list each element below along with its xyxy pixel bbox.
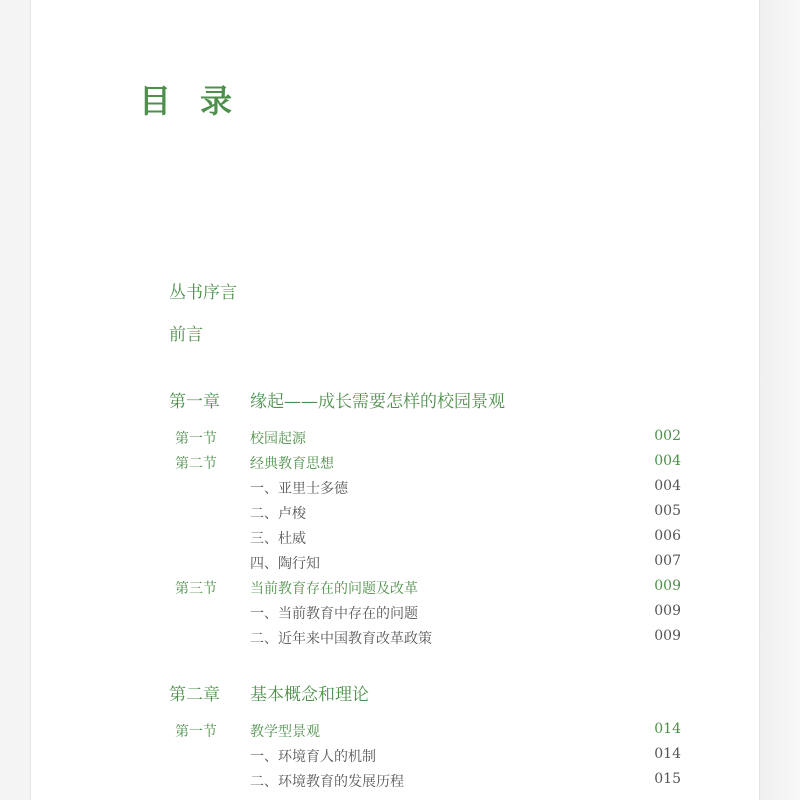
- section-label: 第一节: [175, 724, 217, 740]
- page-number: 009: [654, 603, 681, 619]
- page-number: 014: [654, 746, 681, 762]
- toc-entry-section[interactable]: [31, 578, 759, 598]
- toc-entry-section[interactable]: [31, 721, 759, 741]
- page-number: 005: [654, 503, 681, 519]
- section-label: 第二节: [175, 456, 217, 472]
- toc-entry-item[interactable]: [31, 553, 759, 573]
- entry-title: 三、杜威: [250, 531, 306, 547]
- toc-entry-item[interactable]: [31, 628, 759, 648]
- toc-entry-section[interactable]: [31, 428, 759, 448]
- toc-entry-section[interactable]: [31, 453, 759, 473]
- toc-entry-item[interactable]: [31, 503, 759, 523]
- chapter-title: 基本概念和理论: [250, 685, 369, 705]
- toc-entry-item[interactable]: [31, 478, 759, 498]
- page-edge-shadow: [759, 0, 800, 800]
- section-label: 第一节: [175, 431, 217, 447]
- page-number: 015: [654, 771, 681, 787]
- entry-title: 一、环境育人的机制: [250, 749, 376, 765]
- toc-entry-item[interactable]: [31, 771, 759, 791]
- toc-entry-item[interactable]: [31, 746, 759, 766]
- front-matter-series-preface[interactable]: 丛书序言: [169, 283, 237, 303]
- toc-entry-item[interactable]: [31, 528, 759, 548]
- page-number: 009: [654, 628, 681, 644]
- page-number: 006: [654, 528, 681, 544]
- front-matter-preface[interactable]: 前言: [169, 325, 203, 345]
- chapter-2-heading[interactable]: [169, 680, 369, 705]
- toc-title-char-2: 录: [200, 82, 234, 120]
- page-number: 014: [654, 721, 681, 737]
- section-label: 第三节: [175, 581, 217, 597]
- entry-title: 校园起源: [250, 431, 306, 447]
- entry-title: 二、卢梭: [250, 506, 306, 522]
- entry-title: 二、近年来中国教育改革政策: [250, 631, 432, 647]
- chapter-1-heading[interactable]: [169, 387, 505, 412]
- entry-title: 二、环境教育的发展历程: [250, 774, 404, 790]
- entry-title: 一、当前教育中存在的问题: [250, 606, 418, 622]
- entry-title: 一、亚里士多德: [250, 481, 348, 497]
- chapter-title: 缘起——成长需要怎样的校园景观: [250, 392, 505, 412]
- entry-title: 经典教育思想: [250, 456, 334, 472]
- toc-page: [30, 0, 760, 800]
- page-number: 007: [654, 553, 681, 569]
- toc-title: [139, 76, 233, 122]
- entry-title: 教学型景观: [250, 724, 320, 740]
- toc-entry-item[interactable]: [31, 603, 759, 623]
- page-number: 004: [654, 478, 681, 494]
- page-number: 004: [654, 453, 681, 469]
- page-number: 009: [654, 578, 681, 594]
- entry-title: 当前教育存在的问题及改革: [250, 581, 418, 597]
- page-number: 002: [654, 428, 681, 444]
- entry-title: 四、陶行知: [250, 556, 320, 572]
- chapter-label: 第二章: [169, 685, 220, 705]
- chapter-label: 第一章: [169, 392, 220, 412]
- toc-title-char-1: 目: [139, 82, 173, 120]
